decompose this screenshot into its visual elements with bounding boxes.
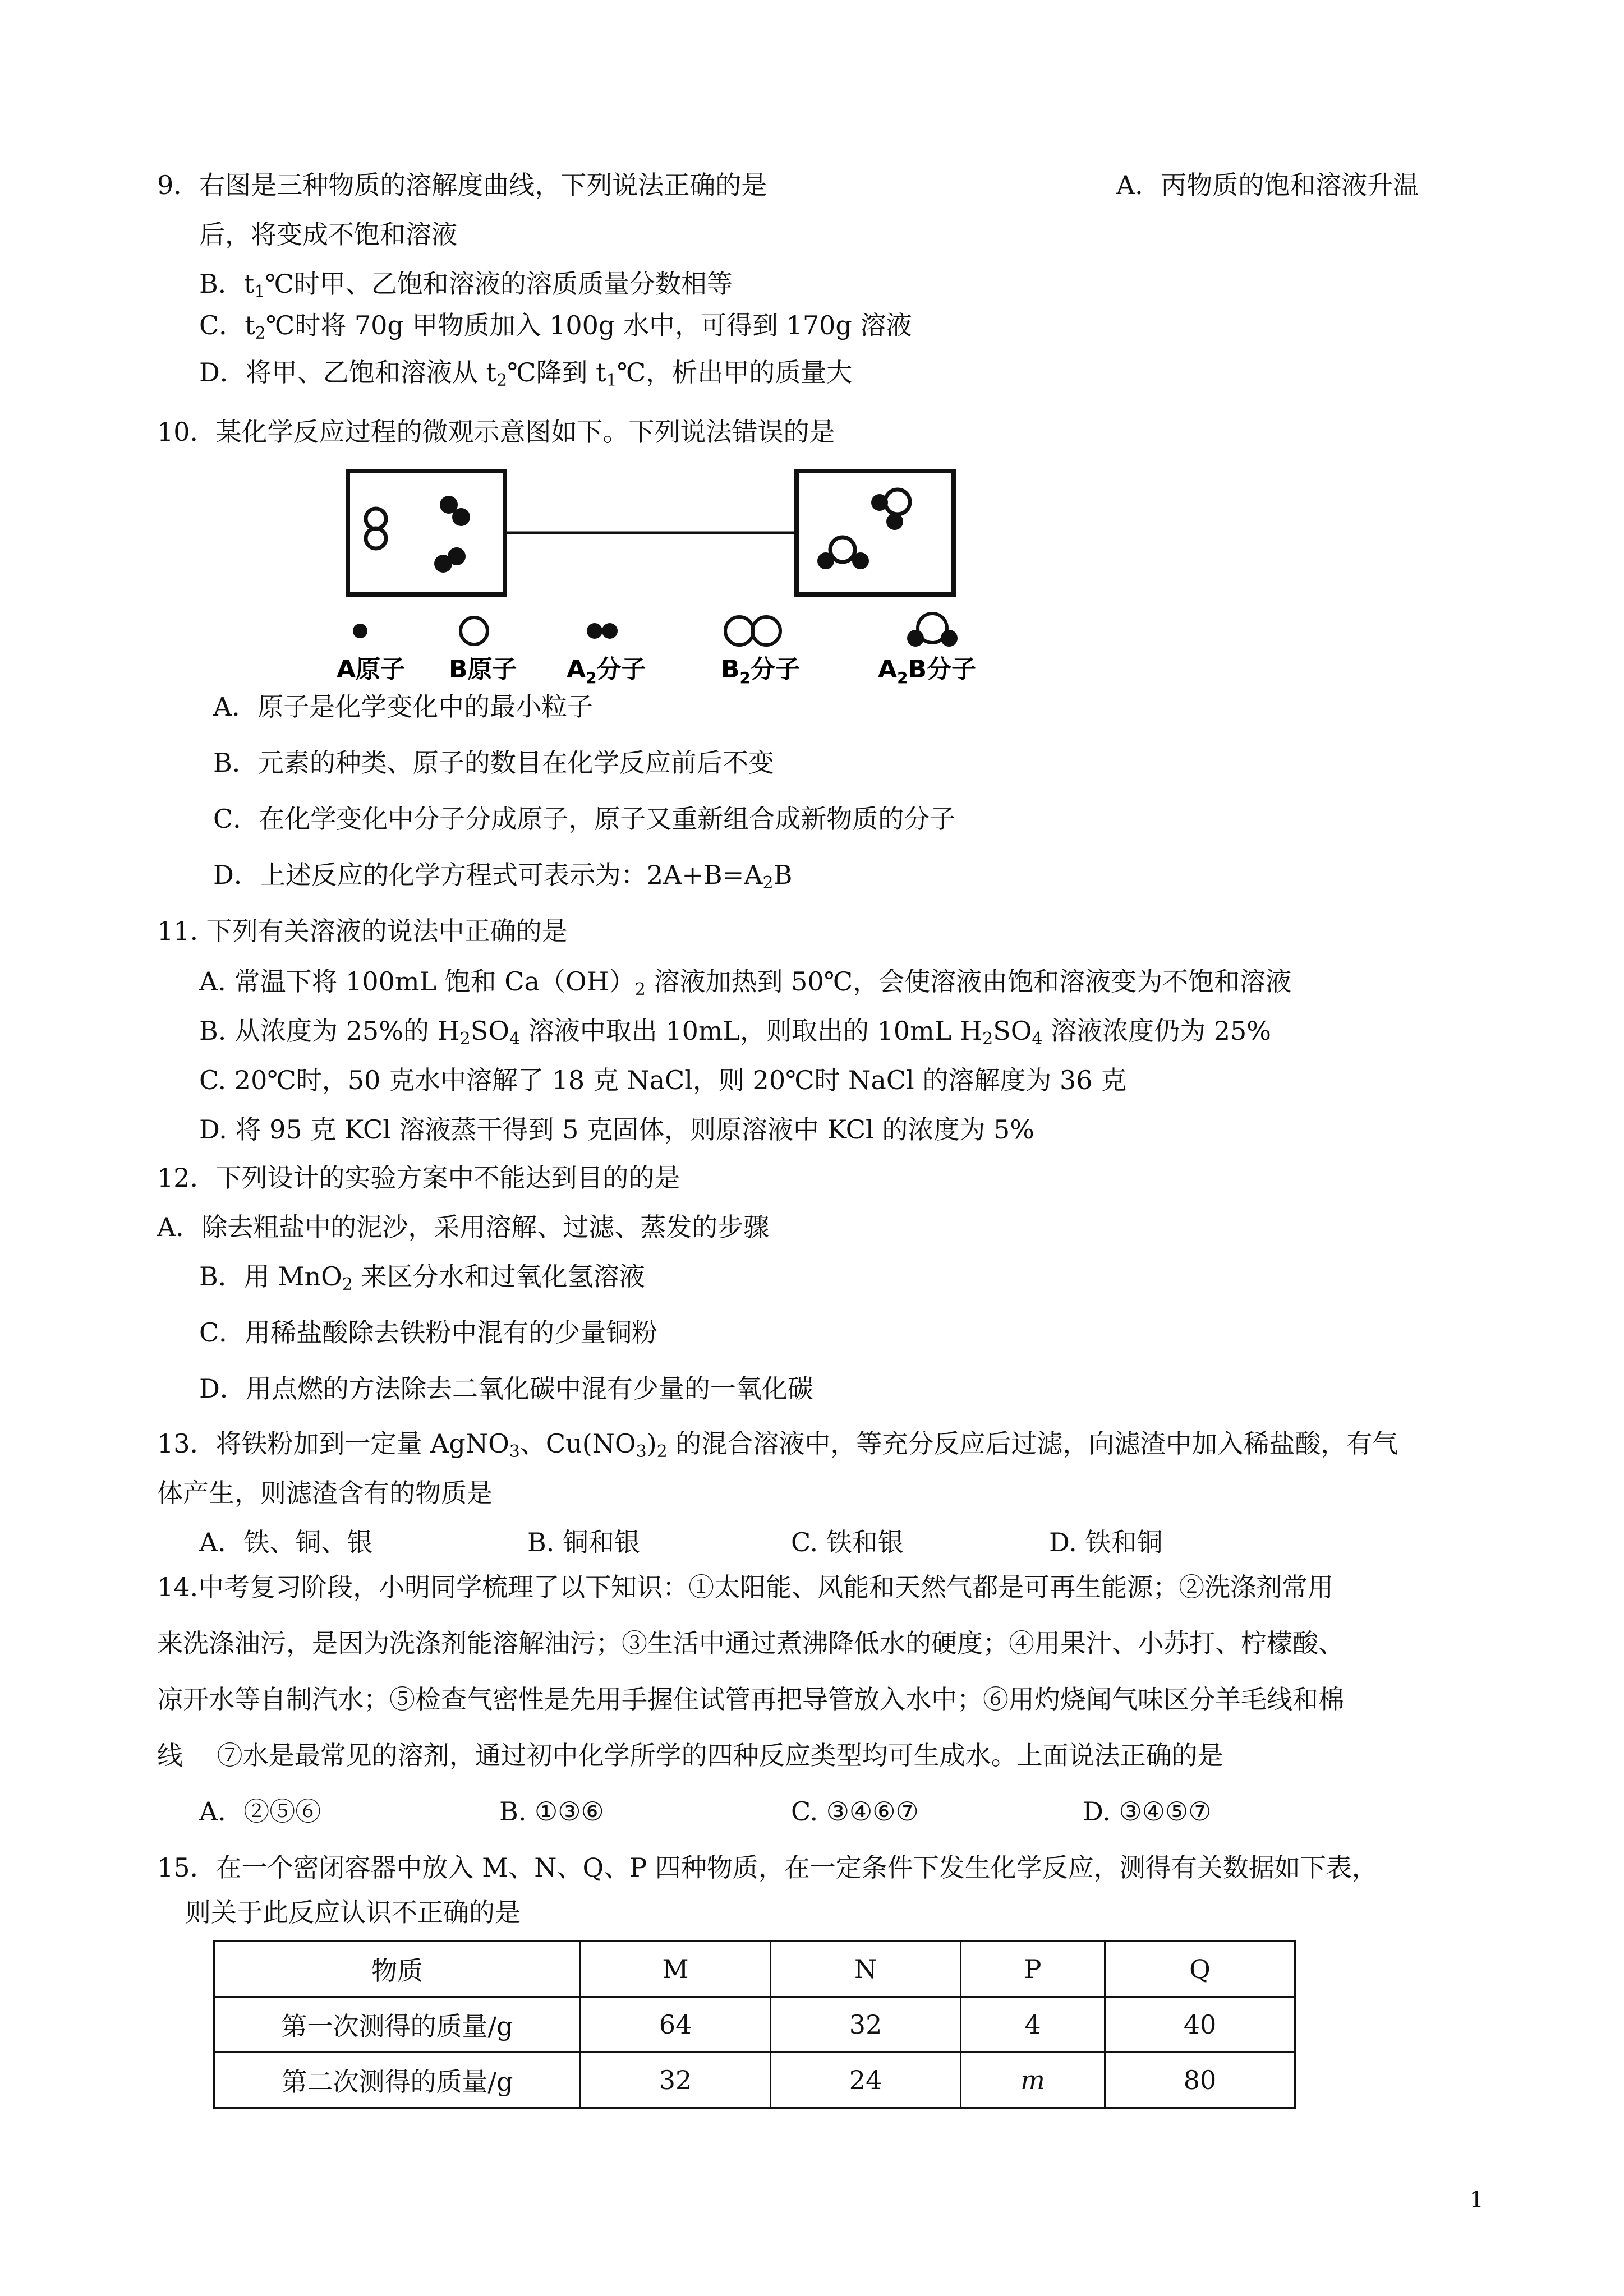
q10-option-a: A．原子是化学变化中的最小粒子 xyxy=(213,691,594,722)
q14-option-a: A．②⑤⑥ xyxy=(199,1796,321,1827)
q12-stem: 12．下列设计的实验方案中不能达到目的的是 xyxy=(157,1163,680,1193)
table-cell: 32 xyxy=(581,2053,771,2108)
table-header-cell: P xyxy=(961,1942,1105,1997)
q14-option-b: B. ①③⑥ xyxy=(499,1796,604,1827)
q11-option-d: D. 将 95 克 KCl 溶液蒸干得到 5 克固体，则原溶液中 KCl 的浓度为 5% xyxy=(199,1114,1034,1145)
a2b-molecule-icon xyxy=(817,537,869,569)
q10-option-d: D．上述反应的化学方程式可表示为：$2A+B=A_2B$ xyxy=(213,860,793,893)
legend-a2-molecule: $A_2$分子 xyxy=(567,655,646,687)
table-header-cell: Q xyxy=(1105,1942,1295,1997)
table-cell: 64 xyxy=(581,1997,771,2053)
q15-stem: 15．在一个密闭容器中放入 M、N、Q、P 四种物质，在一定条件下发生化学反应，测得有关数据如下表， xyxy=(157,1852,1378,1883)
q13-option-b: B. 铜和银 xyxy=(527,1527,641,1557)
a2b-molecule-legend-icon xyxy=(907,614,958,647)
q13-option-c: C. 铁和银 xyxy=(791,1527,904,1557)
q10-option-c: C．在化学变化中分子分成原子，原子又重新组合成新物质的分子 xyxy=(213,804,956,834)
table-header-cell: 物质 xyxy=(214,1942,581,1997)
q12-option-a: A．除去粗盐中的泥沙，采用溶解、过滤、蒸发的步骤 xyxy=(157,1212,770,1242)
q14-line-2: 来洗涤油污，是因为洗涤剂能溶解油污；③生活中通过煮沸降低水的硬度；④用果汁、小苏打、柠檬酸、 xyxy=(157,1628,1344,1658)
q10-stem: 10．某化学反应过程的微观示意图如下。下列说法错误的是 xyxy=(157,417,835,447)
table-cell: 32 xyxy=(771,1997,961,2053)
table-row xyxy=(214,1997,1295,2053)
q10-option-b: B．元素的种类、原子的数目在化学反应前后不变 xyxy=(213,748,774,778)
q11-option-c: C. 20℃时，50 克水中溶解了 18 克 NaCl，则 20℃时 NaCl 的溶解度为 36 克 xyxy=(199,1065,1127,1095)
table-cell: m xyxy=(961,2053,1105,2108)
table-header-cell: N xyxy=(771,1942,961,1997)
q11-option-b: B. 从浓度为 25%的 $H_2SO_4$ 溶液中取出 10mL，则取出的 10mL $H_2SO_4$ 溶液浓度仍为 25% xyxy=(199,1016,1272,1049)
mass-data-table xyxy=(213,1940,1296,2109)
a2b-molecule-icon xyxy=(871,490,910,530)
table-cell: 4 xyxy=(961,1997,1105,2053)
q9-option-b: B．$t_1℃$时甲、乙饱和溶液的溶质质量分数相等 xyxy=(199,269,733,302)
q9-option-a: A．丙物质的饱和溶液升温 xyxy=(1116,170,1419,200)
q14-line-3: 凉开水等自制汽水；⑤检查气密性是先用手握住试管再把导管放入水中；⑥用灼烧闻气味区分羊毛线和棉 xyxy=(157,1684,1344,1714)
q11-stem: 11. 下列有关溶液的说法中正确的是 xyxy=(157,916,568,946)
b2-molecule-legend-icon xyxy=(725,617,780,645)
table-cell: 80 xyxy=(1105,2053,1295,2108)
q14-option-d: D. ③④⑤⑦ xyxy=(1083,1796,1212,1827)
a2-molecule-legend-icon xyxy=(587,623,618,639)
page-number: 1 xyxy=(1469,2187,1484,2213)
q12-option-d: D．用点燃的方法除去二氧化碳中混有少量的一氧化碳 xyxy=(199,1373,813,1404)
q11-option-a: A. 常温下将 100mL 饱和 $Ca(OH)_2$ 溶液加热到 50℃，会使溶液由饱和溶液变为不饱和溶液 xyxy=(199,966,1292,999)
q13-stem-cont: 体产生，则滤渣含有的物质是 xyxy=(157,1478,493,1508)
table-header-cell: M xyxy=(581,1942,771,1997)
table-row xyxy=(214,2053,1295,2108)
q14-line-1: 14.中考复习阶段，小明同学梳理了以下知识：①太阳能、风能和天然气都是可再生能源；②洗涤剂常用 xyxy=(157,1572,1334,1602)
table-cell: 第二次测得的质量/g xyxy=(214,2053,581,2108)
q14-line-4: 线 ⑦水是最常见的溶剂，通过初中化学所学的四种反应类型均可生成水。上面说法正确的是 xyxy=(157,1740,1223,1771)
q9-option-a-cont: 后，将变成不饱和溶液 xyxy=(199,219,457,250)
table-cell: 40 xyxy=(1105,1997,1295,2053)
table-cell: 24 xyxy=(771,2053,961,2108)
q14-option-c: C. ③④⑥⑦ xyxy=(791,1796,919,1827)
reactant-box xyxy=(348,471,505,594)
q12-option-b: B．用 MnO$_2$ 来区分水和过氧化氢溶液 xyxy=(199,1261,645,1294)
q13-stem: 13．将铁粉加到一定量 AgNO$_3$、$Cu(NO_3)_2$ 的混合溶液中，等充分反应后过滤，向滤渣中加入稀盐酸，有气 xyxy=(157,1428,1398,1461)
q13-option-d: D. 铁和铜 xyxy=(1049,1527,1163,1557)
table-header-row xyxy=(214,1942,1295,1997)
table-cell: 第一次测得的质量/g xyxy=(214,1997,581,2053)
a-atom-icon xyxy=(353,624,367,638)
reaction-diagram xyxy=(337,460,1010,695)
b-atom-icon xyxy=(461,617,487,644)
legend-b-atom: B原子 xyxy=(449,655,517,684)
q15-stem-cont: 则关于此反应认识不正确的是 xyxy=(185,1897,521,1928)
a2-molecule-icon xyxy=(434,547,466,573)
legend-b2-molecule: $B_2$分子 xyxy=(721,655,801,687)
b2-molecule-icon xyxy=(366,509,386,548)
product-box xyxy=(797,471,954,594)
q9-option-d: D．将甲、乙饱和溶液从 $t_2℃$降到 $t_1℃$，析出甲的质量大 xyxy=(199,357,853,390)
q12-option-c: C．用稀盐酸除去铁粉中混有的少量铜粉 xyxy=(199,1317,658,1348)
q9-option-c: C．$t_2℃$时将 70g 甲物质加入 100g 水中，可得到 170g 溶液 xyxy=(199,310,912,343)
q13-option-a: A．铁、铜、银 xyxy=(199,1527,373,1557)
legend-a2b-molecule: $A_2B$分子 xyxy=(878,655,977,687)
q9-stem: 9．右图是三种物质的溶解度曲线，下列说法正确的是 xyxy=(157,170,767,200)
a2-molecule-icon xyxy=(440,496,470,526)
legend-a-atom: A原子 xyxy=(337,655,406,684)
